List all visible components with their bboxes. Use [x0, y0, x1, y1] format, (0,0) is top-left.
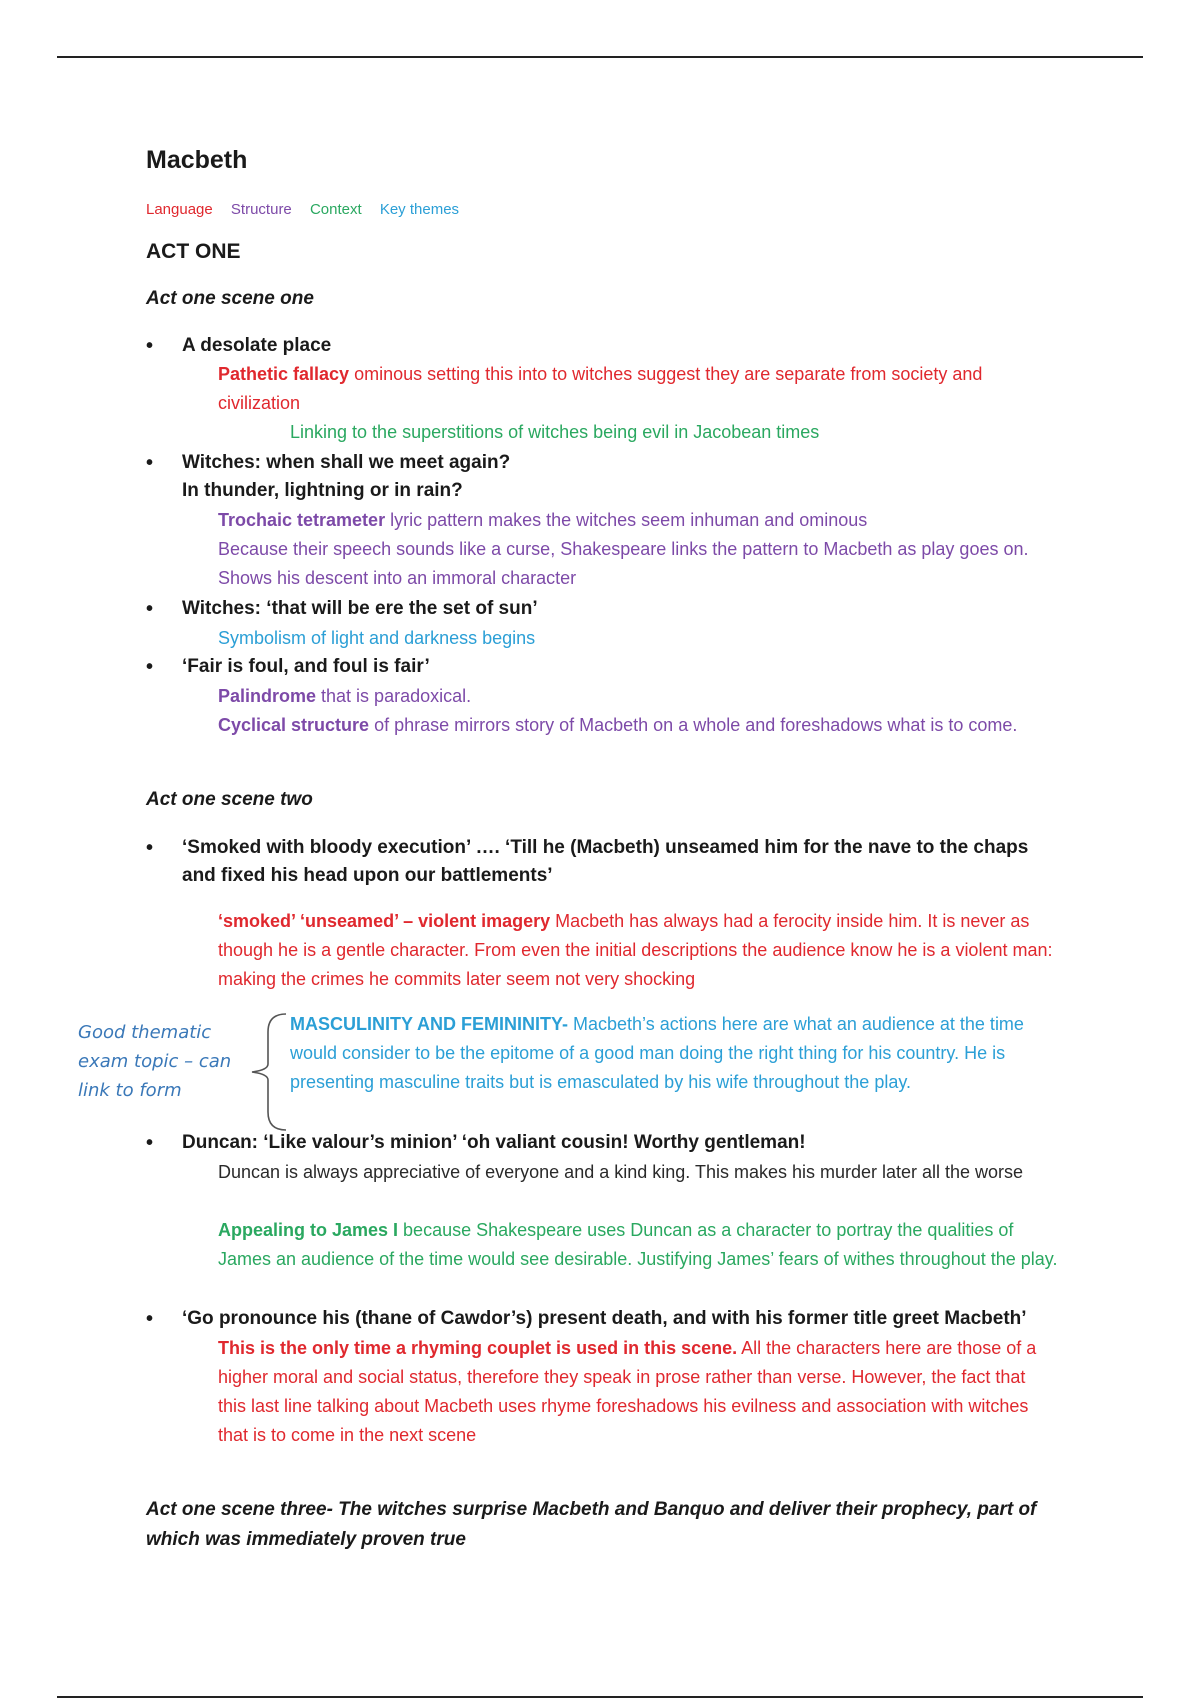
note-text: Macbeth has always had a ferocity inside him. It is never as though he is a gentle character. From even the initial descriptions the audience know he is a violent man: making the crimes he commits later seem not very shocking — [218, 911, 1053, 989]
language-note — [218, 360, 1058, 418]
bullet-icon: • — [146, 656, 154, 678]
color-legend — [146, 201, 473, 218]
legend-language: Language — [146, 201, 213, 218]
note-text: lyric pattern makes the witches seem inhuman and ominous — [385, 510, 868, 530]
language-note — [218, 1334, 1058, 1450]
page-title: Macbeth — [146, 146, 248, 174]
list-item — [146, 595, 1062, 623]
structure-note — [218, 682, 1058, 711]
bullet-icon: • — [146, 452, 154, 474]
top-rule — [57, 56, 1143, 58]
bullet-icon: • — [146, 598, 154, 620]
list-item — [146, 834, 1062, 890]
note-text: that is paradoxical. — [316, 686, 472, 706]
note-text: of phrase mirrors story of Macbeth on a whole and foreshadows what is to come. — [369, 715, 1018, 735]
term: ‘smoked’ ‘unseamed’ – violent imagery — [218, 911, 551, 931]
note-text: Macbeth’s actions here are what an audience at the time would consider to be the epitome of a good man doing the right thing for his country. He is presenting masculine traits but is emasculated by his wife throughout the play. — [290, 1014, 1024, 1092]
act-heading: ACT ONE — [146, 240, 241, 263]
legend-context: Context — [309, 201, 362, 218]
bottom-rule — [57, 1696, 1143, 1698]
quote-text: Witches: ‘that will be ere the set of sun’ — [182, 598, 538, 619]
list-item — [146, 332, 1062, 360]
scene-heading: Act one scene two — [146, 789, 313, 810]
term: Cyclical structure — [218, 715, 370, 735]
structure-note — [218, 506, 1058, 535]
quote-text: A desolate place — [182, 335, 332, 356]
bullet-icon: • — [146, 1308, 154, 1330]
legend-structure: Structure — [230, 201, 292, 218]
language-note — [218, 907, 1058, 994]
list-item — [146, 653, 1062, 681]
term: Pathetic fallacy — [218, 364, 350, 384]
quote-text: ‘Fair is foul, and foul is fair’ — [182, 656, 430, 677]
term: Palindrome — [218, 686, 317, 706]
margin-annotation: Good thematic exam topic – can link to form — [78, 1022, 232, 1101]
theme-note — [290, 1010, 1060, 1097]
list-item — [146, 1129, 1062, 1157]
scene-heading: Act one scene one — [146, 288, 314, 309]
bullet-icon: • — [146, 335, 154, 357]
list-item — [146, 449, 1062, 505]
term: Appealing to James I — [218, 1220, 399, 1240]
context-note: Linking to the superstitions of witches being evil in Jacobean times — [290, 422, 820, 442]
brace-icon — [248, 1012, 288, 1132]
note-text: because Shakespeare uses Duncan as a character to portray the qualities of James an audience of the time would see desirable. Justifying James’ fears of withes throughout the play. — [218, 1220, 1058, 1269]
theme-note: Symbolism of light and darkness begins — [218, 628, 536, 648]
note-text: ominous setting this into to witches suggest they are separate from society and civilization — [218, 364, 983, 413]
list-item — [146, 1305, 1062, 1333]
legend-key-themes: Key themes — [379, 201, 460, 218]
bullet-icon: • — [146, 1132, 154, 1154]
quote-text: Witches: when shall we meet again? — [182, 452, 511, 473]
theme-title: MASCULINITY AND FEMININITY- — [290, 1014, 568, 1034]
term: Trochaic tetrameter — [218, 510, 386, 530]
term: This is the only time a rhyming couplet is used in this scene. — [218, 1338, 738, 1358]
quote-text: ‘Go pronounce his (thane of Cawdor’s) present death, and with his former title greet Macbeth’ — [182, 1308, 1027, 1329]
quote-text: ‘Smoked with bloody execution’ …. ‘Till he (Macbeth) unseamed him for the nave to the chaps and fixed his head upon our battlements’ — [182, 837, 1029, 886]
analysis-note: Duncan is always appreciative of everyone and a kind king. This makes his murder later all the worse — [218, 1162, 1024, 1182]
quote-text: In thunder, lightning or in rain? — [182, 480, 463, 501]
structure-note: Because their speech sounds like a curse, Shakespeare links the pattern to Macbeth as play goes on. Shows his descent into an immoral character — [218, 539, 1029, 588]
context-note — [218, 1216, 1058, 1274]
structure-note — [218, 711, 1058, 740]
bullet-icon: • — [146, 837, 154, 859]
note-text: All the characters here are those of a higher moral and social status, therefore they speak in prose rather than verse. However, the fact that this last line talking about Macbeth uses rhyme foreshadows his evilness and association with witches that is to come in the next scene — [218, 1338, 1037, 1445]
scene-heading: Act one scene three- The witches surprise Macbeth and Banquo and deliver their prophecy, part of which was immediately proven true — [146, 1499, 1037, 1550]
quote-text: Duncan: ‘Like valour’s minion’ ‘oh valiant cousin! Worthy gentleman! — [182, 1132, 806, 1153]
